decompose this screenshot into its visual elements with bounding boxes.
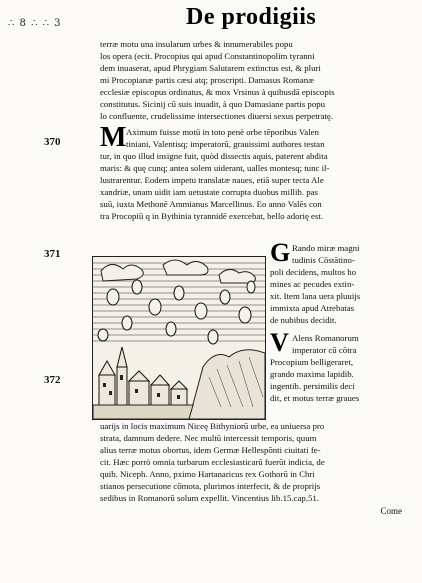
text-line: imperator cū cōtra — [292, 345, 357, 355]
text-line: ingentib. persimilis deci — [270, 381, 355, 391]
text-line: grando maxima lapidib. — [270, 369, 354, 379]
text-line: dit, et motus terræ graues — [270, 393, 360, 403]
text-line: xandriæ, unam uidit iam uetustate corrupta duobus millib. pas — [100, 187, 318, 197]
text-line: quib. Niceph. Anno, pximo Hartanaricus rex Gothorū in Chri — [100, 469, 315, 479]
drop-cap-m: M — [100, 122, 127, 153]
text-line: Alens Romanorum — [292, 333, 359, 343]
text-line: constitutus. Sicinij cū suis inuadit, à quo Damasiane partis popu — [100, 99, 326, 109]
text-line: sedibus in Romanorū solum expellit. Vincentius lib.15.cap.51. — [100, 493, 319, 503]
page-folio: ∴ 8 ∴ ∴ 3 — [8, 18, 62, 29]
text-line: uarijs in locis maximum Niceę Bithyniorū urbe, ea uniuersa pro — [100, 421, 325, 431]
text-line: tur, in quo illud insigne fuit, quòd dissectis aquis, paterent abdita — [100, 151, 328, 161]
margin-year-371: 371 — [44, 248, 61, 260]
text-line: cit. Hæc porrò omnia turbarum ecclesiasticarū fuerūt indicia, de — [100, 457, 325, 467]
text-line: maris: & quę cunq; antea solem uiderant, ualles montesq; tunc il- — [100, 163, 330, 173]
text-line: xit. Item lana uera pluuijs — [270, 291, 361, 301]
text-line: tra Procopiū q in Bythinia tyrannidē exercebat, bello adorię est. — [100, 211, 324, 221]
text-line: los opera (ecit. Procopius qui apud Constantinopolim tyranni — [100, 51, 315, 61]
margin-year-370: 370 — [44, 136, 61, 148]
drop-cap-v: V — [270, 328, 289, 357]
text-line: stianos persecutione cōmota, plurimos interfecit, & de proprijs — [100, 481, 321, 491]
drop-cap-g: G — [270, 238, 291, 267]
margin-year-372: 372 — [44, 374, 61, 386]
text-line: suū, iuxta Methonē Ammianus Marcellinus. Eo anno Valēs con — [100, 199, 322, 209]
text-line: tudinis Cōstātino- — [292, 255, 355, 265]
text-line: mi Procopianæ partis cæsi atq; proscripti. Damasus Romanæ — [100, 75, 315, 85]
text-line: alius terræ motus obortus, idem Germæ Hellespōnti ciuitati fe- — [100, 445, 321, 455]
text-line: lustrarentur. Eodem impetu translatæ naues, etiā super tecta Ale — [100, 175, 324, 185]
text-line: immixta apud Atrebatas — [270, 303, 355, 313]
text-line: strata, damnum dedere. Nec multū intercessit temporis, quum — [100, 433, 317, 443]
text-line: Aximum fuisse motū in toto penè orbe tēporibus Valen — [126, 127, 319, 137]
text-line: tiniani, Valentisq; imperatorū, grauissimi authores testan — [126, 139, 325, 149]
text-line: Procopium belligeraret, — [270, 357, 354, 367]
text-line: terræ motu una insularum urbes & innumerabiles popu — [100, 39, 293, 49]
text-line: mines ac pecudes extin- — [270, 279, 355, 289]
catchword: Come — [380, 506, 402, 516]
woodcut-hailstorm-illustration — [92, 256, 266, 420]
text-line: de nubibus decidit. — [270, 315, 337, 325]
text-line: ecclesiæ episcopus ordinatus, & mox Vrsinus à quibusdā episcopis — [100, 87, 335, 97]
page-title: De prodigiis — [186, 4, 317, 30]
text-line: Rando miræ magni — [292, 243, 360, 253]
text-line: lo confluente, crudelissime intersectiones diuersi sexus perpetratę. — [100, 111, 334, 121]
text-line: dem inuaserat, apud Phrygiam Salutarem extinctus est, & pluri — [100, 63, 321, 73]
text-line: poli decidens, multos ho — [270, 267, 357, 277]
